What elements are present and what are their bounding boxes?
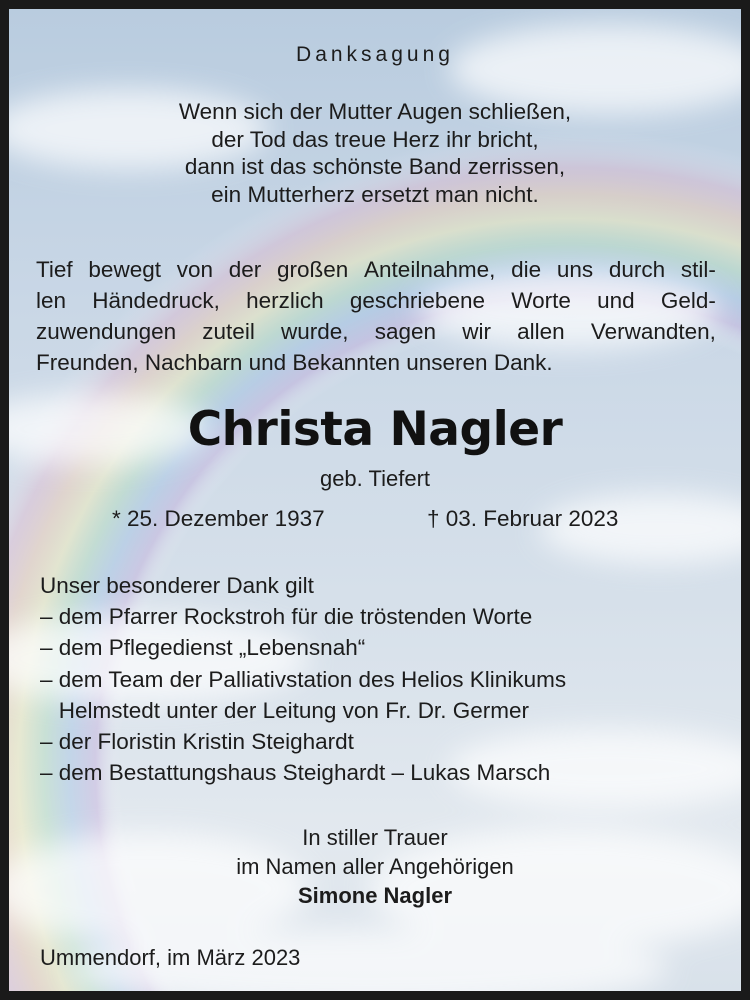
closing-line: In stiller Trauer (302, 825, 448, 850)
intro-line: Freunden, Nachbarn und Bekannten unseren Dank. (36, 350, 553, 375)
poem (9, 98, 741, 208)
notice-title: Danksagung (296, 43, 454, 66)
place-date: Ummendorf, im März 2023 (40, 945, 301, 970)
special-thanks (40, 570, 566, 788)
signer-name: Simone Nagler (297, 883, 453, 908)
notice-content (9, 9, 741, 991)
thanks-item: – dem Bestattungshaus Steighardt – Lukas Marsch (40, 760, 551, 786)
closing-block (9, 823, 741, 910)
birth-name: geb. Tiefert (319, 466, 431, 491)
intro-line: len Händedruck, herzlich geschriebene Worte und Geld- (36, 288, 716, 313)
poem-line: der Tod das treue Herz ihr bricht, (211, 126, 539, 152)
thanks-item: – dem Pflegedienst „Lebensnah“ (40, 635, 366, 661)
closing-line: im Namen aller Angehörigen (236, 854, 514, 879)
death-date: † 03. Februar 2023 (427, 506, 619, 531)
thanks-heading: Unser besonderer Dank gilt (40, 573, 314, 598)
birth-date: * 25. Dezember 1937 (112, 506, 325, 531)
intro-line: Tief bewegt von der großen Anteilnahme, die uns durch stil- (36, 257, 716, 282)
thanks-item: – dem Pfarrer Rockstroh für die tröstenden Worte (40, 604, 533, 630)
intro-paragraph (36, 254, 716, 378)
thanks-item: – dem Team der Palliativstation des Helios Klinikums (40, 666, 567, 692)
poem-line: Wenn sich der Mutter Augen schließen, (178, 99, 572, 124)
intro-line: zuwendungen zuteil wurde, sagen wir allen Verwandten, (36, 319, 716, 344)
deceased-name: Christa Nagler (187, 402, 563, 457)
thanks-item: – der Floristin Kristin Steighardt (40, 729, 354, 755)
thanks-item: Helmstedt unter der Leitung von Fr. Dr. Germer (40, 697, 529, 723)
poem-line: ein Mutterherz ersetzt man nicht. (211, 181, 539, 207)
poem-line: dann ist das schönste Band zerrissen, (184, 154, 566, 179)
